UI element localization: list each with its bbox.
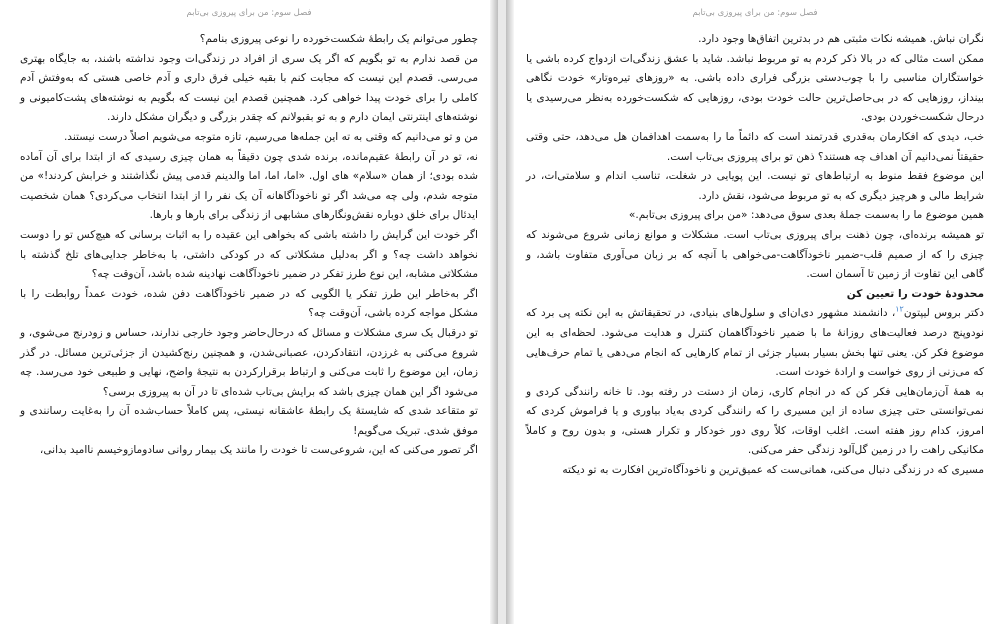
page-body: [20, 30, 478, 461]
paragraph: تو همیشه برنده‌ای، چون ذهنت برای پیروزی بی‌تاب است. مشکلات و موانع زمانی شروع می‌شوند که چیزی را که از صمیم قلب-ضمیر ناخودآگاهت-می‌خواهی با آنچه که بر زبان می‌آوری متفاوت باشد، و گاهی این تفاوت از زمین تا آسمان است.: [526, 228, 984, 281]
paragraph-lead: دکتر بروس لیپتون: [903, 307, 984, 320]
paragraph: به همهٔ آن‌زمان‌هایی فکر کن که در انجام کاری، زمان از دستت در رفته بود. تا خانه رانندگی کردی و نمی‌توانستی حتی چیزی ساده از این مسیری را که رانندگی کردی به‌یاد بیاوری و یا فراموش کردی که امروز، کدام روز هفته است. اغلب اوقات، کلاً روی دور خودکار و تکرار هستی، و بدون روح و کاملاً مکانیکی راهت را در زمین گل‌آلود زندگی حفر می‌کنی.: [526, 385, 984, 457]
paragraph: تو متقاعد شدی که شایستهٔ یک رابطهٔ عاشقانه نیستی، پس کاملاً حساب‌شده آن را به‌غایت رسانندی و موفق شدی. تبریک می‌گویم!: [20, 405, 478, 437]
running-header: فصل سوم: من برای پیروزی بی‌تابم: [186, 8, 312, 18]
paragraph: نه، تو در آن رابطهٔ عقیم‌مانده، برنده شدی چون دقیقاً به همان چیزی رسیدی که از ابتدا برای آن آماده شده بودی؛ از همان «سلام» های اول. «اما، اما، اما والدینم قدمی پیش نگذاشتند و خرابش کردند!» من متوجه شدم، ولی چه می‌شد اگر تو ناخودآگاهانه آن یک نفر را از ابتدا انتخاب می‌کردی؟ همان شخصیت ایدئال برای خلق دوباره نقش‌ونگارهای مشابهی از زندگی برای بارها و بارها.: [20, 150, 478, 222]
paragraph-rest: ، دانشمند مشهور دی‌ان‌ای و سلول‌های بنیادی، در تحقیقاتش به این نکته پی برد که نودوپنج درصد فعالیت‌های روزانهٔ ما با ضمیر ناخودآگاهمان کنترل و هدایت می‌شود. لحظه‌ای به این موضوع فکر کن. یعنی تنها بخش بسیار بسیار جزئی از تمام کارهایی که انجام می‌دهی یا تمام حرف‌هایی که می‌زنی از روی خواست و ارادهٔ خودت است.: [526, 307, 984, 379]
page-gutter: [506, 0, 514, 624]
footnote-reference[interactable]: ۱۲: [895, 304, 904, 314]
paragraph: [526, 304, 984, 382]
paragraph: مسیری که در زندگی دنبال می‌کنی، همانی‌ست که عمیق‌ترین و ناخودآگاه‌ترین افکارت به تو دیکته: [562, 464, 984, 477]
paragraph: اگر به‌خاطر این طرز تفکر یا الگویی که در ضمیر ناخودآگاهت دفن شده، خودت عمداً روابطت را با مشکل مواجه کرده باشی، آن‌وقت چه؟: [20, 287, 478, 320]
paragraph: نگران نباش. همیشه نکات مثبتی هم در بدترین اتفاق‌ها وجود دارد.: [698, 33, 984, 45]
paragraph: ممکن است مثالی که در بالا ذکر کردم به تو مربوط نباشد. شاید با عشق زندگی‌ات ازدواج کرده باشی یا خواستگاران مناسبی را با چوب‌دستی بزرگی فراری داده باشی. به «روزهای تیره‌وتار» خودت نگاهی بینداز، روزهایی که در بی‌حاصل‌ترین حالت خودت بودی، روزهایی که شکست‌خورده به‌نظر می‌رسیدی یا درحال شکست‌خوردن بودی.: [526, 52, 984, 124]
page-body: [526, 30, 984, 481]
paragraph: این موضوع فقط منوط به ارتباط‌های تو نیست. این پویایی در شغلت، تناسب اندام و سلامتی‌ات، در شرایط مالی و هرچیز دیگری که به تو مربوط می‌شود، نقش دارد.: [526, 170, 984, 202]
paragraph: چطور می‌توانم یک رابطهٔ شکست‌خورده را نوعی پیروزی بنامم؟: [199, 33, 478, 45]
paragraph: اگر تصور می‌کنی که این، شروعی‌ست تا خودت را مانند یک بیمار روانی سادومازوخیسم ناامید بدانی،: [39, 444, 478, 457]
paragraph: همین موضوع ما را به‌سمت جملهٔ بعدی سوق می‌دهد: «من برای پیروزی بی‌تابم.»: [628, 209, 984, 222]
paragraph: خب، دیدی که افکارمان به‌قدری قدرتمند است که دائماً ما را به‌سمت اهدافمان هل می‌دهد، حتی وقتی حقیقتاً نمی‌دانیم آن اهداف چه هستند؟ ذهن تو برای پیروزی بی‌تاب است.: [526, 130, 984, 163]
right-page: [506, 0, 1004, 624]
paragraph: اگر خودت این گرایش را داشته باشی که بخواهی این عقیده را به اثبات برسانی که هیچ‌کس تو را دوست نخواهد داشت چه؟ و اگر به‌دلیل مشکلاتی که در کودکی داشتی، با به‌خاطر جدایی‌های تلخ گذشته با مشکلاتی مشابه، این نوع طرز تفکر در ضمیر ناخودآگاهت نهادینه شده باشد، آن‌وقت چه؟: [20, 228, 478, 281]
paragraph: من و تو می‌دانیم که وقتی به ته این جمله‌ها می‌رسیم، تازه متوجه می‌شویم اصلاً درست نیستند.: [63, 130, 478, 143]
section-heading: محدودهٔ خودت را تعیین کن: [846, 287, 984, 300]
paragraph: تو درقبال یک سری مشکلات و مسائل که درحال‌حاضر وجود خارجی ندارند، حساس و زودرنج می‌شوی، و شروع می‌کنی به غرزدن، انتقادکردن، عصبانی‌شدن، و همچنین رنج‌کشیدن از جزئی‌ترین مسائل. در گذر زمان، این موضوع را ثابت می‌کنی و ارتباط برقرارکردن به نتیجهٔ واضح، نهایی و طبیعی خود می‌رسد. چه می‌شود اگر این همان چیزی باشد که برایش بی‌تاب شده‌ای تا در آن به پیروزی برسی؟: [20, 326, 478, 398]
page-gutter: [490, 0, 498, 624]
running-header: فصل سوم: من برای پیروزی بی‌تابم: [692, 8, 818, 18]
paragraph: من قصد ندارم به تو بگویم که اگر یک سری از افراد در زندگی‌ات وجود نداشته باشند، به جایگاه بهتری می‌رسی. قصدم این نیست که مجابت کنم با بقیه خیلی فرق داری و آدم خاصی هستی که به‌وفتش آدم کاملی را برای خودت پیدا خواهی کرد. همچنین قصدم این نیست که بگویم به نوشته‌های پشت‌کامیونی و نوشته‌های اینترنتی ایمان دارم و به تو بقبولانم که چقدر بزرگی و دیگران مشکل دارند.: [20, 52, 478, 124]
left-page: [0, 0, 498, 624]
